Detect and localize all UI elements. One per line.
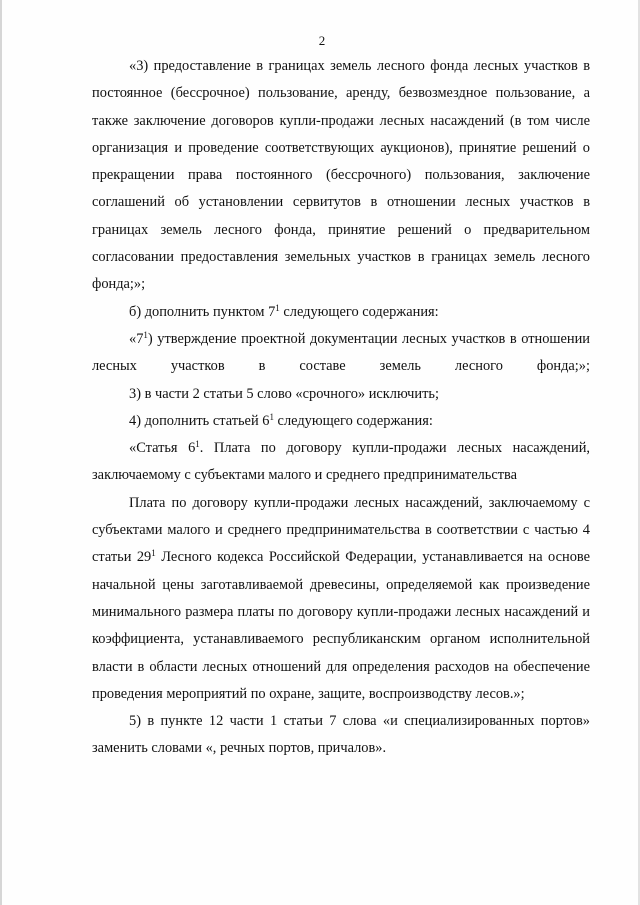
superscript: 1 — [269, 411, 274, 422]
text-segment: «7 — [129, 330, 144, 347]
superscript: 1 — [195, 439, 200, 450]
article-6-1-body — [92, 490, 590, 708]
text-segment: . Плата по договору купли-продажи лесных насаждений, заключаемому с субъектами малого и среднего предпринимательства — [92, 440, 590, 484]
document-body — [92, 53, 590, 763]
text-segment: следующего содержания: — [273, 412, 433, 429]
article-6-1-heading — [92, 435, 590, 490]
superscript: 1 — [143, 329, 148, 340]
text-segment: 4) дополнить статьей 6 — [129, 412, 270, 429]
paragraph-point-7-1-text — [92, 326, 590, 381]
superscript: 1 — [275, 302, 280, 313]
text-segment: б) дополнить пунктом 7 — [129, 303, 276, 320]
paragraph-item-3-text: «3) предоставление в границах земель лесного фонда лесных участков в постоянное (бессрочное) пользование, аренду, безвозмездное пользование, а также заключение договоров купли-продажи лесных насаждений (в том числе организация и проведение соответствующих аукционов), принятие решений о прекращении права постоянного (бессрочного) пользования, заключение соглашений об установлении сервитутов в отношении лесных участков в границах земель лесного фонда, принятие решений о предварительном согласовании предоставления земельных участков в границах земель лесного фонда;»; — [92, 58, 590, 293]
text-segment: ) утверждение проектной документации лесных участков в отношении лесных участков в составе земель лесного фонда;»; — [92, 330, 590, 375]
page-number: 2 — [318, 33, 326, 48]
text-segment: Плата по договору купли-продажи лесных насаждений, заключаемому с субъектами малого и среднего предпринимательства в соответствии с частью 4 статьи 29 — [92, 494, 590, 566]
paragraph-article-7-amendment: 5) в пункте 12 части 1 статьи 7 слова «и специализированных портов» заменить словами «, речных портов, причалов». — [92, 713, 590, 757]
paragraph-add-point-7-1 — [92, 299, 590, 326]
paragraph-article-5-amendment: 3) в части 2 статьи 5 слово «срочного» исключить; — [129, 385, 439, 402]
text-segment: «Статья 6 — [129, 440, 196, 457]
text-segment: Лесного кодекса Российской Федерации, устанавливается на основе начальной цены заготавливаемой древесины, определяемой как произведение минимального размера платы по договору купли-продажи лесных насаждений и коэффициента, устанавливаемого республиканским органом исполнительной власти в области лесных отношений для определения расходов на обеспечение проведения мероприятий по охране, защите, воспроизводству лесов.»; — [92, 549, 590, 702]
paragraph-add-article-6-1 — [92, 408, 590, 435]
superscript: 1 — [151, 548, 156, 559]
text-segment: следующего содержания: — [279, 303, 439, 320]
